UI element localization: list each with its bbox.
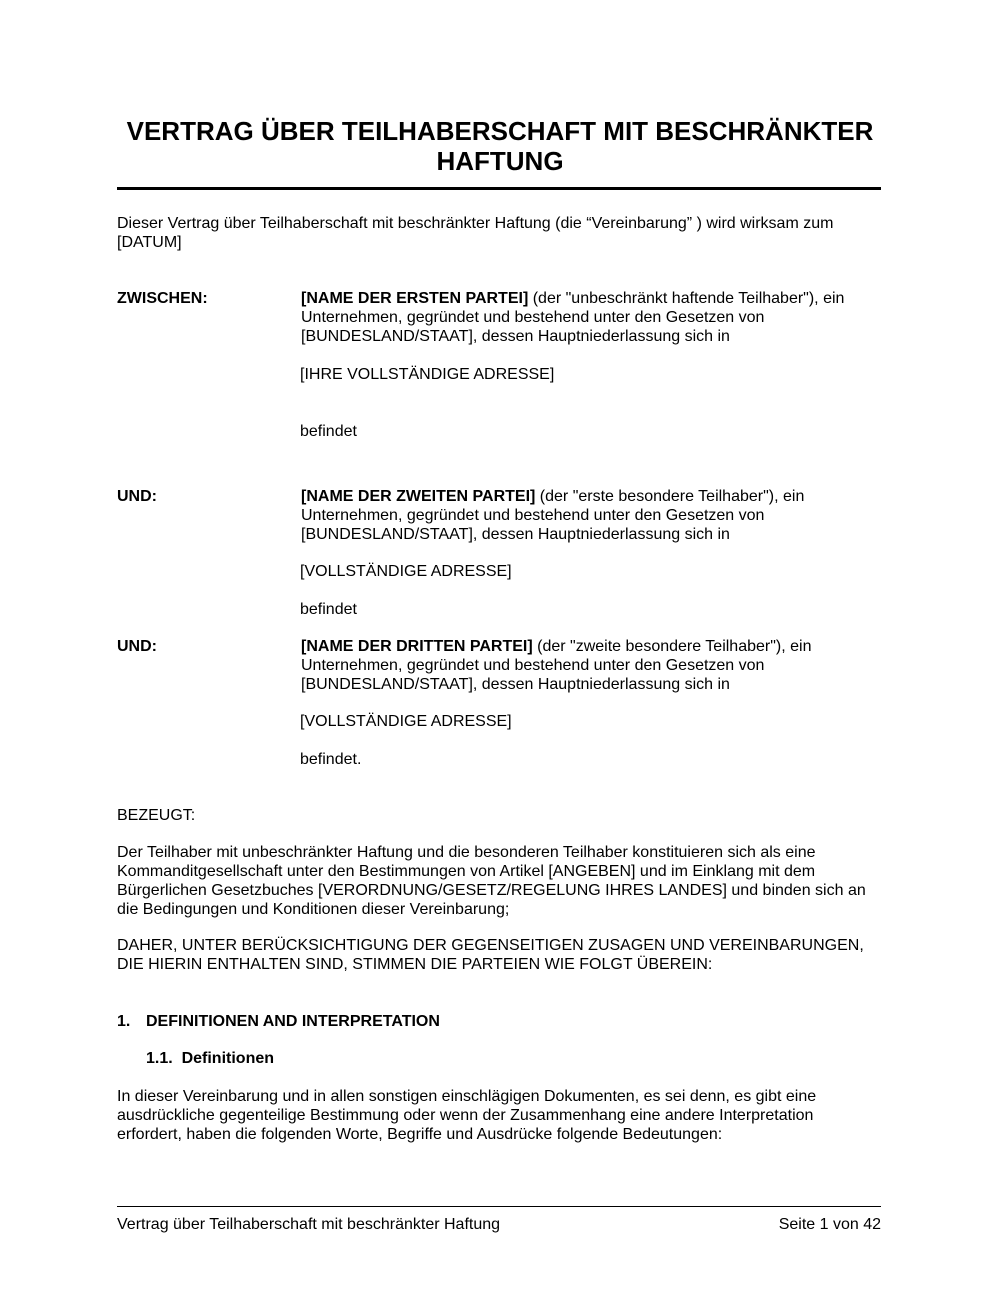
subsection-1-1-title: 1.1. Definitionen bbox=[146, 1050, 275, 1067]
party-3-desc-first: (der "zweite besondere Teilhaber"), ein bbox=[532, 638, 812, 655]
party-3-address: [VOLLSTÄNDIGE ADRESSE] bbox=[300, 713, 512, 730]
party-3-label: UND: bbox=[117, 638, 157, 655]
intro-paragraph: Dieser Vertrag über Teilhaberschaft mit beschränkter Haftung (die “Vereinbarung” ) wird wirksam zum [DATUM] bbox=[117, 215, 834, 251]
party-3-name: [NAME DER DRITTEN PARTEI] bbox=[301, 638, 533, 655]
party-1-desc-first: (der "unbeschränkt haftende Teilhaber"), ein bbox=[528, 290, 845, 307]
witness-paragraph: Der Teilhaber mit unbeschränkter Haftung und die besonderen Teilhaber konstituieren sich als eine Kommanditgesellschaft unter den Bestimmungen von Artikel [ANGEBEN] und im Einklang mit dem Bürgerlichen Gesetzbuches [VERORDNUNG/GESETZ/REGELUNG IHRES LANDES] und binden sich an die Bedingungen und Konditionen dieser Vereinbarung; bbox=[117, 844, 866, 918]
party-2-located: befindet bbox=[300, 601, 357, 618]
therefore-paragraph: DAHER, UNTER BERÜCKSICHTIGUNG DER GEGENSEITIGEN ZUSAGEN UND VEREINBARUNGEN, DIE HIERIN ENTHALTEN SIND, STIMMEN DIE PARTEIEN WIE FOLGT ÜBEREIN: bbox=[117, 937, 864, 973]
party-3-description bbox=[301, 637, 881, 694]
footer-divider bbox=[117, 1206, 881, 1207]
party-3-desc-rest: Unternehmen, gegründet und bestehend unter den Gesetzen von [BUNDESLAND/STAAT], dessen Hauptniederlassung sich in bbox=[301, 657, 765, 693]
document-title bbox=[117, 116, 883, 176]
witness-label: BEZEUGT: bbox=[117, 807, 196, 824]
party-1-description bbox=[301, 289, 881, 346]
document-title-line-1: VERTRAG ÜBER TEILHABERSCHAFT MIT BESCHRÄNKTER bbox=[126, 116, 874, 146]
party-3-located: befindet. bbox=[300, 751, 362, 768]
section-1-number: 1. bbox=[117, 1013, 131, 1030]
definitions-paragraph: In dieser Vereinbarung und in allen sonstigen einschlägigen Dokumenten, es sei denn, es gibt eine ausdrückliche gegenteilige Bestimmung oder wenn der Zusammenhang eine andere Interpretation erfordert, haben die folgenden Worte, Begriffe und Ausdrücke folgende Bedeutungen: bbox=[117, 1088, 817, 1143]
party-2-desc-rest: Unternehmen, gegründet und bestehend unter den Gesetzen von [BUNDESLAND/STAAT], dessen Hauptniederlassung sich in bbox=[301, 507, 765, 543]
footer-document-name: Vertrag über Teilhaberschaft mit beschränkter Haftung bbox=[117, 1216, 501, 1233]
party-2-address: [VOLLSTÄNDIGE ADRESSE] bbox=[300, 563, 512, 580]
party-1-desc-rest: Unternehmen, gegründet und bestehend unter den Gesetzen von [BUNDESLAND/STAAT], dessen Hauptniederlassung sich in bbox=[301, 309, 765, 345]
party-1-address: [IHRE VOLLSTÄNDIGE ADRESSE] bbox=[300, 366, 555, 383]
party-1-located: befindet bbox=[300, 423, 357, 440]
party-1-name: [NAME DER ERSTEN PARTEI] bbox=[301, 290, 529, 307]
section-1-title: DEFINITIONEN AND INTERPRETATION bbox=[146, 1013, 440, 1030]
party-2-desc-first: (der "erste besondere Teilhaber"), ein bbox=[535, 488, 805, 505]
document-title-line-2: HAFTUNG bbox=[436, 146, 564, 176]
title-divider bbox=[117, 187, 881, 190]
party-2-name: [NAME DER ZWEITEN PARTEI] bbox=[301, 488, 536, 505]
party-2-description bbox=[301, 487, 881, 544]
party-2-label: UND: bbox=[117, 488, 157, 505]
footer-page-number: Seite 1 von 42 bbox=[778, 1216, 881, 1233]
party-1-label: ZWISCHEN: bbox=[117, 290, 208, 307]
